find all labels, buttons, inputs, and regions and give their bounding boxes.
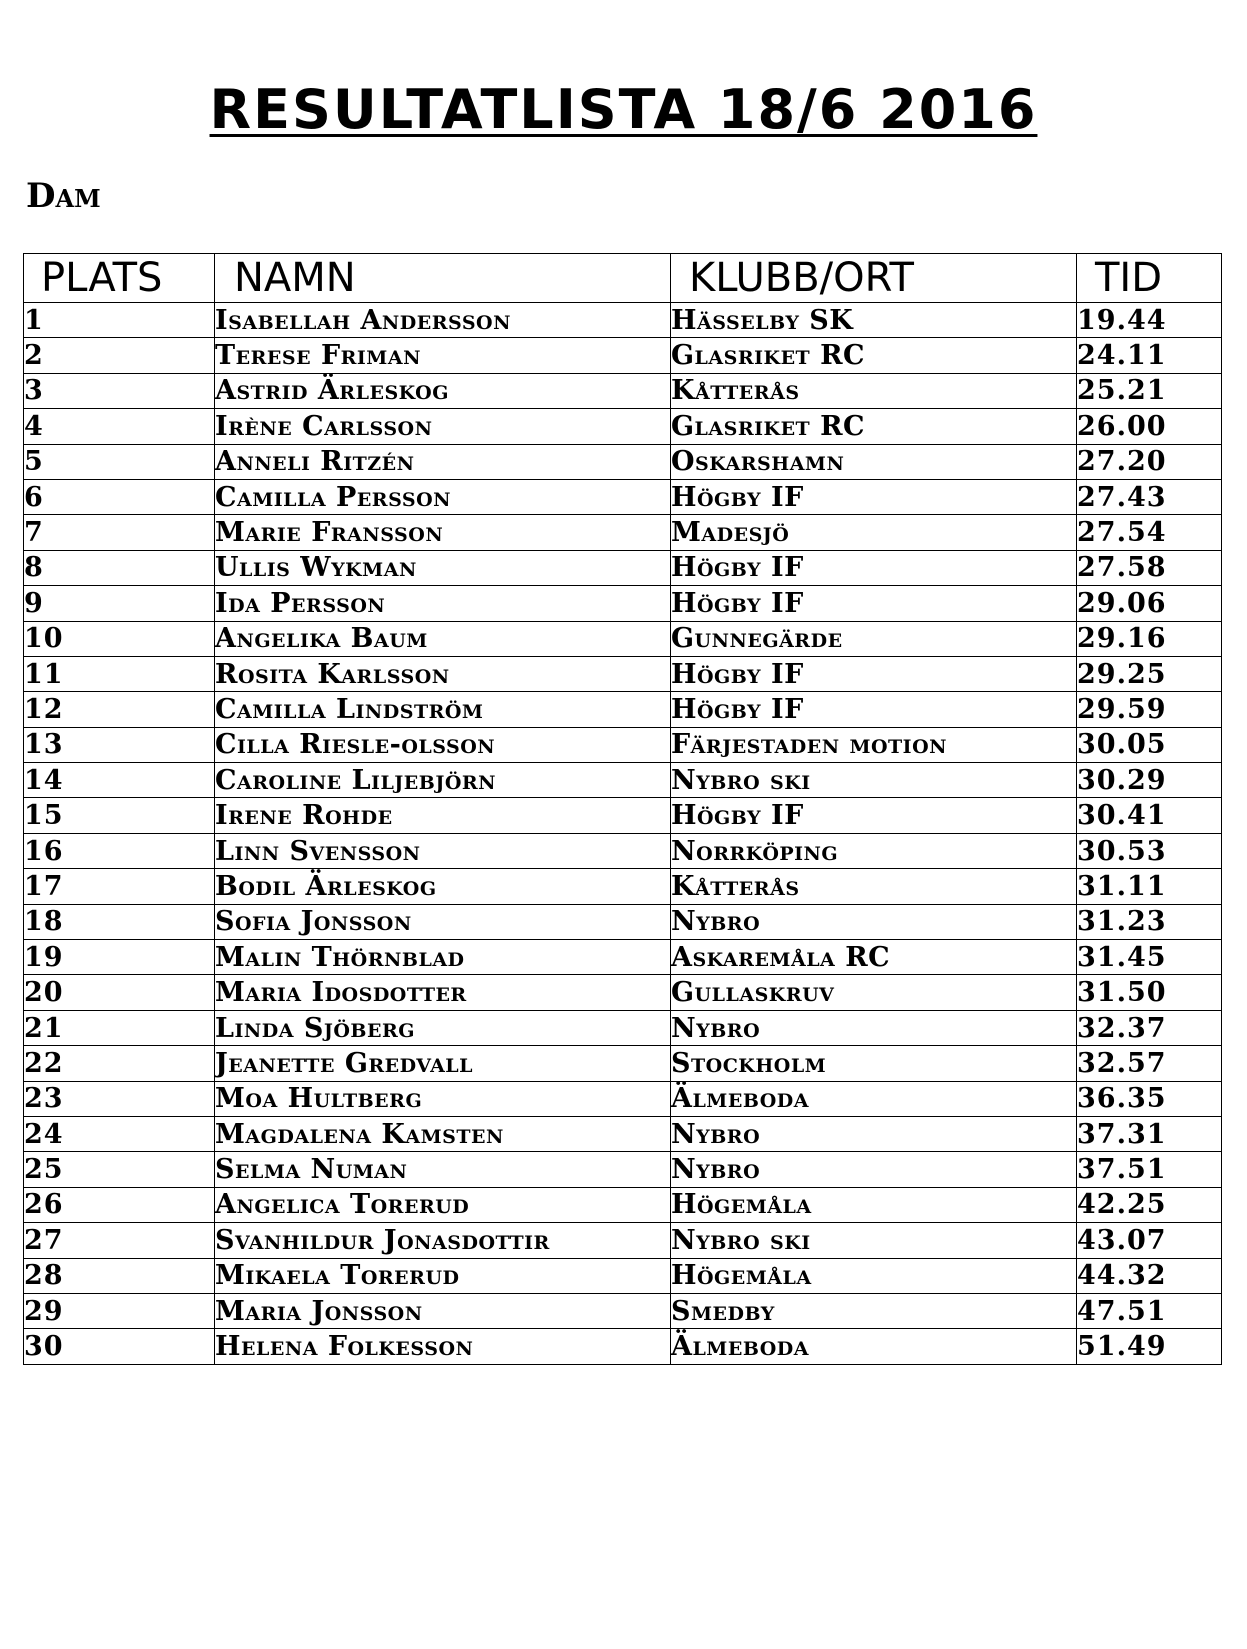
cell-klubb: Högby IF (671, 798, 1077, 833)
table-row (24, 1010, 1222, 1045)
cell-namn: Mikaela Torerud (215, 1258, 671, 1293)
cell-namn: Camilla Persson (215, 479, 671, 514)
table-row (24, 409, 1222, 444)
cell-plats: 23 (24, 1081, 215, 1116)
cell-klubb: Nybro ski (671, 1223, 1077, 1258)
results-body (24, 303, 1222, 1365)
results-table (23, 253, 1222, 1365)
cell-klubb: Högby IF (671, 586, 1077, 621)
cell-klubb: Nybro ski (671, 763, 1077, 798)
cell-namn: Terese Friman (215, 338, 671, 373)
table-row (24, 798, 1222, 833)
cell-plats: 12 (24, 692, 215, 727)
header-klubb: KLUBB/ORT (671, 254, 1077, 303)
table-row (24, 940, 1222, 975)
header-row (24, 254, 1222, 303)
table-row (24, 727, 1222, 762)
cell-plats: 8 (24, 550, 215, 585)
cell-tid: 27.58 (1077, 550, 1222, 585)
cell-tid: 30.05 (1077, 727, 1222, 762)
cell-klubb: Glasriket RC (671, 409, 1077, 444)
table-row (24, 303, 1222, 338)
cell-namn: Angelika Baum (215, 621, 671, 656)
cell-klubb: Älmeboda (671, 1329, 1077, 1364)
cell-namn: Angelica Torerud (215, 1187, 671, 1222)
cell-namn: Ullis Wykman (215, 550, 671, 585)
cell-tid: 31.11 (1077, 869, 1222, 904)
cell-tid: 32.37 (1077, 1010, 1222, 1045)
cell-namn: Svanhildur Jonasdottir (215, 1223, 671, 1258)
cell-tid: 37.31 (1077, 1116, 1222, 1151)
cell-klubb: Gullaskruv (671, 975, 1077, 1010)
table-row (24, 1152, 1222, 1187)
cell-tid: 24.11 (1077, 338, 1222, 373)
table-row (24, 515, 1222, 550)
cell-plats: 13 (24, 727, 215, 762)
cell-plats: 5 (24, 444, 215, 479)
cell-plats: 21 (24, 1010, 215, 1045)
header-namn: NAMN (215, 254, 671, 303)
header-tid: TID (1077, 254, 1222, 303)
cell-tid: 29.06 (1077, 586, 1222, 621)
document-title (0, 78, 1247, 141)
cell-plats: 9 (24, 586, 215, 621)
cell-klubb: Högby IF (671, 656, 1077, 691)
cell-tid: 43.07 (1077, 1223, 1222, 1258)
cell-plats: 29 (24, 1293, 215, 1328)
cell-tid: 37.51 (1077, 1152, 1222, 1187)
cell-plats: 28 (24, 1258, 215, 1293)
cell-tid: 29.25 (1077, 656, 1222, 691)
cell-plats: 27 (24, 1223, 215, 1258)
cell-namn: Jeanette Gredvall (215, 1046, 671, 1081)
cell-namn: Bodil Ärleskog (215, 869, 671, 904)
cell-namn: Anneli Ritzén (215, 444, 671, 479)
cell-plats: 17 (24, 869, 215, 904)
table-row (24, 656, 1222, 691)
cell-klubb: Högemåla (671, 1187, 1077, 1222)
cell-plats: 26 (24, 1187, 215, 1222)
table-row (24, 338, 1222, 373)
cell-klubb: Nybro (671, 904, 1077, 939)
table-row (24, 763, 1222, 798)
cell-tid: 31.45 (1077, 940, 1222, 975)
table-row (24, 1223, 1222, 1258)
cell-namn: Linn Svensson (215, 833, 671, 868)
table-row (24, 975, 1222, 1010)
cell-klubb: Högby IF (671, 692, 1077, 727)
cell-plats: 3 (24, 373, 215, 408)
cell-plats: 24 (24, 1116, 215, 1151)
cell-klubb: Glasriket RC (671, 338, 1077, 373)
table-row (24, 833, 1222, 868)
cell-namn: Magdalena Kamsten (215, 1116, 671, 1151)
cell-tid: 29.59 (1077, 692, 1222, 727)
table-row (24, 692, 1222, 727)
cell-plats: 18 (24, 904, 215, 939)
cell-namn: Caroline Liljebjörn (215, 763, 671, 798)
cell-namn: Astrid Ärleskog (215, 373, 671, 408)
cell-namn: Helena Folkesson (215, 1329, 671, 1364)
table-row (24, 550, 1222, 585)
cell-tid: 25.21 (1077, 373, 1222, 408)
cell-klubb: Madesjö (671, 515, 1077, 550)
cell-tid: 31.23 (1077, 904, 1222, 939)
cell-namn: Rosita Karlsson (215, 656, 671, 691)
header-plats: PLATS (24, 254, 215, 303)
table-row (24, 1046, 1222, 1081)
table-row (24, 1116, 1222, 1151)
section-heading: Dam (26, 176, 101, 216)
cell-namn: Camilla Lindström (215, 692, 671, 727)
cell-plats: 25 (24, 1152, 215, 1187)
cell-klubb: Oskarshamn (671, 444, 1077, 479)
document-title-text: RESULTATLISTA 18/6 2016 (209, 78, 1038, 141)
cell-namn: Moa Hultberg (215, 1081, 671, 1116)
cell-namn: Linda Sjöberg (215, 1010, 671, 1045)
cell-plats: 14 (24, 763, 215, 798)
cell-namn: Sofia Jonsson (215, 904, 671, 939)
table-row (24, 904, 1222, 939)
table-row (24, 1187, 1222, 1222)
cell-namn: Malin Thörnblad (215, 940, 671, 975)
table-row (24, 373, 1222, 408)
cell-klubb: Askaremåla RC (671, 940, 1077, 975)
table-row (24, 869, 1222, 904)
table-row (24, 444, 1222, 479)
cell-plats: 22 (24, 1046, 215, 1081)
cell-plats: 20 (24, 975, 215, 1010)
cell-namn: Marie Fransson (215, 515, 671, 550)
table-row (24, 1293, 1222, 1328)
cell-tid: 30.53 (1077, 833, 1222, 868)
cell-klubb: Stockholm (671, 1046, 1077, 1081)
cell-tid: 30.29 (1077, 763, 1222, 798)
table-row (24, 621, 1222, 656)
cell-tid: 36.35 (1077, 1081, 1222, 1116)
cell-tid: 44.32 (1077, 1258, 1222, 1293)
cell-klubb: Färjestaden motion (671, 727, 1077, 762)
cell-tid: 31.50 (1077, 975, 1222, 1010)
cell-namn: Ida Persson (215, 586, 671, 621)
cell-klubb: Älmeboda (671, 1081, 1077, 1116)
cell-plats: 6 (24, 479, 215, 514)
cell-klubb: Högby IF (671, 550, 1077, 585)
cell-namn: Irène Carlsson (215, 409, 671, 444)
cell-tid: 27.20 (1077, 444, 1222, 479)
cell-plats: 16 (24, 833, 215, 868)
cell-plats: 7 (24, 515, 215, 550)
cell-namn: Maria Jonsson (215, 1293, 671, 1328)
cell-tid: 30.41 (1077, 798, 1222, 833)
cell-plats: 11 (24, 656, 215, 691)
table-row (24, 1258, 1222, 1293)
cell-klubb: Nybro (671, 1010, 1077, 1045)
cell-tid: 27.43 (1077, 479, 1222, 514)
cell-klubb: Högby IF (671, 479, 1077, 514)
cell-klubb: Gunnegärde (671, 621, 1077, 656)
cell-tid: 29.16 (1077, 621, 1222, 656)
table-row (24, 586, 1222, 621)
cell-tid: 47.51 (1077, 1293, 1222, 1328)
cell-plats: 30 (24, 1329, 215, 1364)
cell-plats: 1 (24, 303, 215, 338)
cell-namn: Cilla Riesle-olsson (215, 727, 671, 762)
table-row (24, 479, 1222, 514)
cell-klubb: Smedby (671, 1293, 1077, 1328)
cell-tid: 27.54 (1077, 515, 1222, 550)
cell-plats: 15 (24, 798, 215, 833)
cell-plats: 2 (24, 338, 215, 373)
cell-klubb: Nybro (671, 1152, 1077, 1187)
cell-namn: Selma Numan (215, 1152, 671, 1187)
cell-tid: 26.00 (1077, 409, 1222, 444)
cell-klubb: Hässelby SK (671, 303, 1077, 338)
cell-klubb: Norrköping (671, 833, 1077, 868)
cell-namn: Maria Idosdotter (215, 975, 671, 1010)
cell-klubb: Nybro (671, 1116, 1077, 1151)
cell-tid: 32.57 (1077, 1046, 1222, 1081)
cell-klubb: Högemåla (671, 1258, 1077, 1293)
cell-klubb: Kåtterås (671, 373, 1077, 408)
cell-namn: Isabellah Andersson (215, 303, 671, 338)
cell-plats: 19 (24, 940, 215, 975)
cell-tid: 19.44 (1077, 303, 1222, 338)
cell-plats: 4 (24, 409, 215, 444)
cell-namn: Irene Rohde (215, 798, 671, 833)
table-row (24, 1081, 1222, 1116)
cell-plats: 10 (24, 621, 215, 656)
table-row (24, 1329, 1222, 1364)
cell-klubb: Kåtterås (671, 869, 1077, 904)
cell-tid: 42.25 (1077, 1187, 1222, 1222)
cell-tid: 51.49 (1077, 1329, 1222, 1364)
